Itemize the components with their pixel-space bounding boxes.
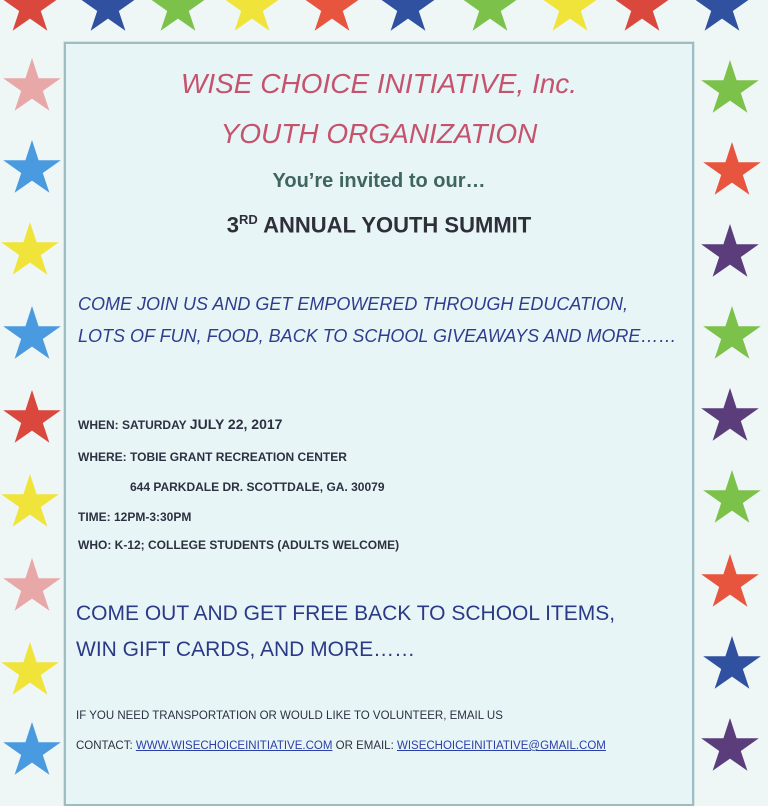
email-link[interactable]: WISECHOICEINITIATIVE@GMAIL.COM [396, 740, 606, 752]
star-icon [0, 474, 60, 532]
event-description: COME JOIN US AND GET EMPOWERED THROUGH EDUCATION, LOTS OF FUN, FOOD, BACK TO SCHOOL GIVEAWAYS AND MORE…… [78, 294, 677, 346]
event-ordinal: 3 [226, 212, 240, 238]
star-icon [702, 142, 762, 200]
star-icon [0, 642, 60, 700]
star-icon [540, 0, 600, 36]
where-address: 644 PARKDALE DR. SCOTTDALE, GA. 30079 [130, 480, 385, 494]
star-icon [378, 0, 438, 36]
who-line: WHO: K-12; COLLEGE STUDENTS (ADULTS WELCOME) [78, 538, 400, 552]
website-link[interactable]: WWW.WISECHOICEINITIATIVE.COM [135, 740, 333, 752]
star-icon [460, 0, 520, 36]
star-icon [692, 0, 752, 36]
contact-line [76, 740, 606, 752]
star-icon [2, 58, 62, 116]
star-icon [2, 306, 62, 364]
time-line: TIME: 12PM-3:30PM [78, 510, 192, 524]
star-icon [700, 388, 760, 446]
star-icon [0, 0, 60, 36]
highlight-line-1: COME OUT AND GET FREE BACK TO SCHOOL ITEMS, [76, 602, 616, 625]
event-ordinal-suffix: RD [239, 212, 258, 227]
event-title-text: ANNUAL YOUTH SUMMIT [263, 212, 532, 238]
star-icon [302, 0, 362, 36]
star-icon [2, 558, 62, 616]
star-icon [2, 722, 62, 780]
star-icon [702, 306, 762, 364]
star-icon [612, 0, 672, 36]
star-icon [702, 636, 762, 694]
event-title [66, 212, 692, 238]
star-icon [700, 224, 760, 282]
star-icon [0, 222, 60, 280]
star-icon [2, 390, 62, 448]
star-icon [702, 470, 762, 528]
transport-note: IF YOU NEED TRANSPORTATION OR WOULD LIKE TO VOLUNTEER, EMAIL US [76, 710, 503, 722]
star-icon [148, 0, 208, 36]
email-label: OR EMAIL: [335, 740, 394, 752]
star-icon [222, 0, 282, 36]
flyer-sheet [64, 42, 694, 806]
star-icon [700, 554, 760, 612]
when-date: JULY 22, 2017 [189, 416, 283, 432]
star-icon [2, 140, 62, 198]
highlight-text [76, 596, 686, 668]
contact-label: CONTACT: [76, 740, 133, 752]
invite-line: You’re invited to our… [272, 170, 486, 192]
star-icon [700, 60, 760, 118]
highlight-line-2: WIN GIFT CARDS, AND MORE…… [76, 638, 416, 661]
org-name: WISE CHOICE INITIATIVE, Inc. [180, 68, 578, 99]
star-icon [78, 0, 138, 36]
star-icon [700, 718, 760, 776]
where-label: WHERE: TOBIE GRANT RECREATION CENTER [78, 450, 347, 464]
org-subtitle: YOUTH ORGANIZATION [220, 118, 538, 149]
when-label: WHEN: SATURDAY [78, 418, 187, 432]
when-line [78, 416, 282, 432]
